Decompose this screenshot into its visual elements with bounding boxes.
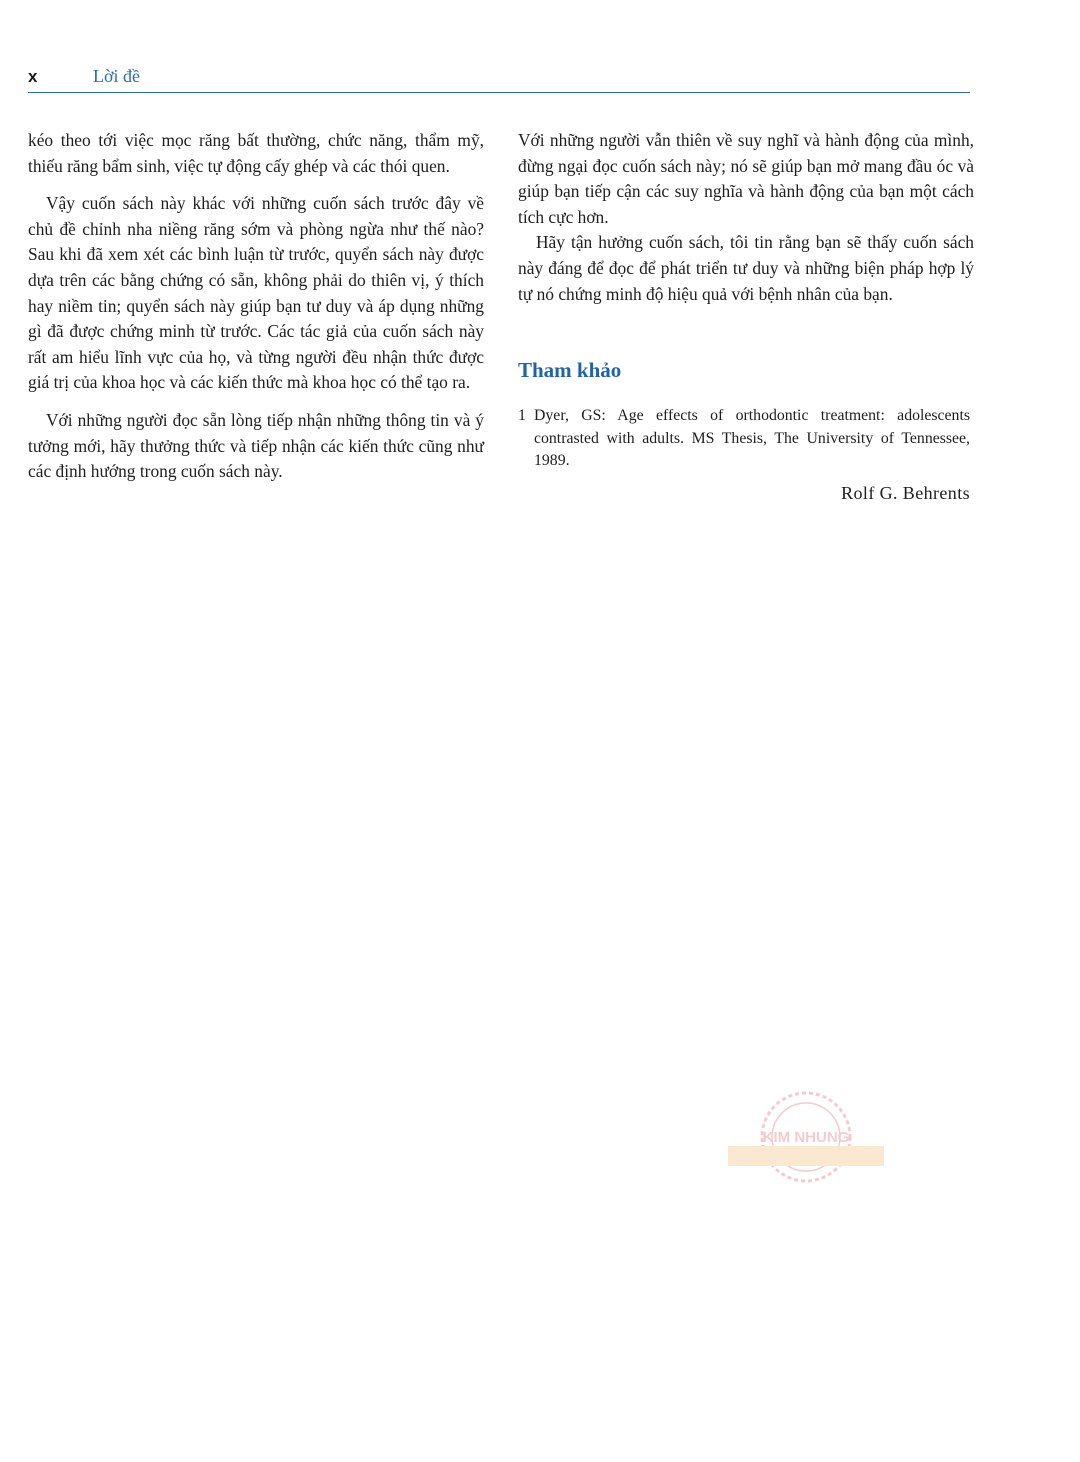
paragraph-continuation: kéo theo tới việc mọc răng bất thường, chức năng, thẩm mỹ, thiếu răng bẩm sinh, việc tự động cấy ghép và các thói quen. [28, 130, 484, 176]
reference-text: Dyer, GS: Age effects of orthodontic treatment: adolescents contrasted with adults. MS Thesis, The University of Tennessee, 1989. [534, 407, 970, 470]
running-head: Lời đề [93, 66, 141, 86]
references-heading: Tham khảo [518, 358, 622, 383]
page-header [28, 64, 970, 93]
paragraph-open-readers: Với những người đọc sẵn lòng tiếp nhận những thông tin và ý tưởng mới, hãy thưởng thức và tiếp nhận các kiến thức cũng như các định hướng trong cuốn sách này. [28, 409, 484, 482]
paragraph-enjoy-book: Hãy tận hưởng cuốn sách, tôi tin rằng bạn sẽ thấy cuốn sách này đáng để đọc để phát triển tư duy và những biện pháp hợp lý tự nó chứng minh độ hiệu quả với bệnh nhân của bạn. [518, 232, 974, 304]
svg-text:KIM NHUNG: KIM NHUNG [762, 1129, 850, 1146]
reference-item [518, 405, 970, 473]
right-column [518, 128, 974, 506]
reference-number: 1 [518, 407, 526, 425]
page-number: x [28, 67, 38, 86]
watermark-stamp-icon [724, 1082, 888, 1192]
paragraph-traditional-readers: Với những người vẫn thiên về suy nghĩ và hành động của mình, đừng ngại đọc cuốn sách này; nó sẽ giúp bạn mở mang đầu óc và giúp bạn tiếp cận các suy nghĩa và hành động của bạn một cách tích cực hơn. [518, 130, 974, 227]
references-list [518, 405, 970, 473]
author-signature: Rolf G. Behrents [841, 482, 970, 503]
paragraph-book-difference: Vậy cuốn sách này khác với những cuốn sách trước đây về chủ đề chỉnh nha niềng răng sớm và phòng ngừa như thế nào? Sau khi đã xem xét các bình luận từ trước, quyển sách này được dựa trên các bằng chứng có sẵn, không phải do thiên vị, ý thích hay niềm tin; quyển sách này giúp bạn tư duy và áp dụng những gì đã được chứng minh từ trước. Các tác giả của cuốn sách này rất am hiểu lĩnh vực của họ, và từng người đều nhận thức được giá trị của khoa học và các kiến thức mà khoa học có thể tạo ra. [28, 193, 484, 393]
left-column [28, 128, 484, 485]
